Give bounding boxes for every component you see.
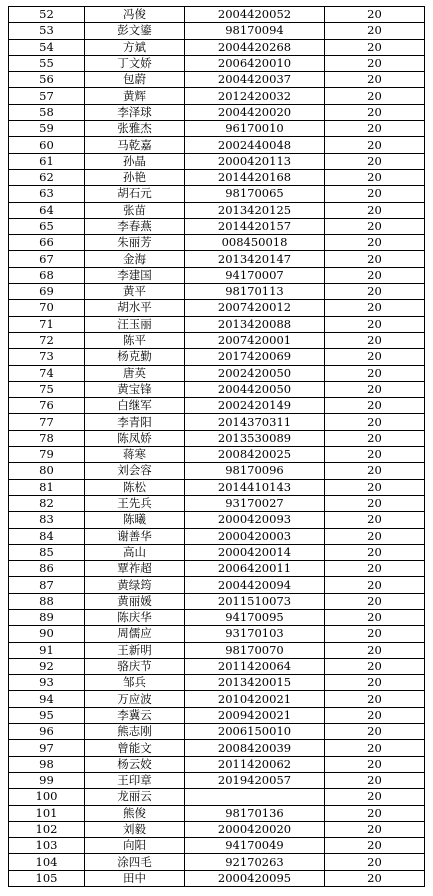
row-number-cell: 91 <box>9 642 85 658</box>
row-number-cell: 81 <box>9 479 85 495</box>
id-number-cell: 2007420001 <box>185 332 325 348</box>
row-number-cell: 70 <box>9 300 85 316</box>
name-cell: 刘毅 <box>85 821 185 837</box>
row-number-cell: 92 <box>9 658 85 674</box>
row-number-cell: 60 <box>9 137 85 153</box>
id-number-cell: 2008420039 <box>185 740 325 756</box>
name-cell: 龙丽云 <box>85 789 185 805</box>
id-number-cell: 2019420057 <box>185 772 325 788</box>
table-row <box>9 169 425 185</box>
id-number-cell: 94170095 <box>185 609 325 625</box>
id-number-cell: 2006420011 <box>185 561 325 577</box>
score-cell: 20 <box>325 658 425 674</box>
row-number-cell: 89 <box>9 609 85 625</box>
row-number-cell: 74 <box>9 365 85 381</box>
table-row <box>9 267 425 283</box>
roster-sheet <box>0 6 433 887</box>
name-cell: 涂四毛 <box>85 854 185 870</box>
id-number-cell: 008450018 <box>185 235 325 251</box>
name-cell: 白继军 <box>85 398 185 414</box>
score-cell: 20 <box>325 55 425 71</box>
name-cell: 黄绿筠 <box>85 577 185 593</box>
row-number-cell: 59 <box>9 121 85 137</box>
table-row <box>9 153 425 169</box>
id-number-cell: 2013420147 <box>185 251 325 267</box>
table-row <box>9 72 425 88</box>
table-row <box>9 398 425 414</box>
name-cell: 唐英 <box>85 365 185 381</box>
score-cell: 20 <box>325 365 425 381</box>
score-cell: 20 <box>325 88 425 104</box>
score-cell: 20 <box>325 447 425 463</box>
row-number-cell: 101 <box>9 805 85 821</box>
score-cell: 20 <box>325 414 425 430</box>
score-cell: 20 <box>325 495 425 511</box>
name-cell: 包蔚 <box>85 72 185 88</box>
name-cell: 陈凤娇 <box>85 430 185 446</box>
row-number-cell: 73 <box>9 349 85 365</box>
score-cell: 20 <box>325 854 425 870</box>
name-cell: 张苗 <box>85 202 185 218</box>
name-cell: 李春燕 <box>85 218 185 234</box>
row-number-cell: 66 <box>9 235 85 251</box>
row-number-cell: 103 <box>9 838 85 854</box>
score-cell: 20 <box>325 756 425 772</box>
score-cell: 20 <box>325 267 425 283</box>
name-cell: 孙晶 <box>85 153 185 169</box>
id-number-cell: 2002440048 <box>185 137 325 153</box>
name-cell: 金海 <box>85 251 185 267</box>
row-number-cell: 87 <box>9 577 85 593</box>
id-number-cell: 98170096 <box>185 463 325 479</box>
row-number-cell: 68 <box>9 267 85 283</box>
table-row <box>9 447 425 463</box>
table-row <box>9 414 425 430</box>
table-row <box>9 137 425 153</box>
id-number-cell: 92170263 <box>185 854 325 870</box>
id-number-cell: 2000420113 <box>185 153 325 169</box>
table-row <box>9 332 425 348</box>
id-number-cell: 98170065 <box>185 186 325 202</box>
id-number-cell: 2011420064 <box>185 658 325 674</box>
row-number-cell: 78 <box>9 430 85 446</box>
id-number-cell: 2004420020 <box>185 104 325 120</box>
score-cell: 20 <box>325 72 425 88</box>
id-number-cell: 2000420020 <box>185 821 325 837</box>
table-row <box>9 805 425 821</box>
name-cell: 覃祚超 <box>85 561 185 577</box>
id-number-cell: 2010420021 <box>185 691 325 707</box>
table-row <box>9 658 425 674</box>
id-number-cell: 2007420012 <box>185 300 325 316</box>
row-number-cell: 76 <box>9 398 85 414</box>
score-cell: 20 <box>325 381 425 397</box>
id-number-cell: 2013530089 <box>185 430 325 446</box>
row-number-cell: 95 <box>9 707 85 723</box>
name-cell: 丁文娇 <box>85 55 185 71</box>
table-row <box>9 544 425 560</box>
table-row <box>9 577 425 593</box>
name-cell: 王先兵 <box>85 495 185 511</box>
id-number-cell: 2004420052 <box>185 7 325 23</box>
score-cell: 20 <box>325 821 425 837</box>
name-cell: 朱丽芳 <box>85 235 185 251</box>
row-number-cell: 83 <box>9 512 85 528</box>
score-cell: 20 <box>325 626 425 642</box>
id-number-cell: 93170103 <box>185 626 325 642</box>
score-cell: 20 <box>325 789 425 805</box>
row-number-cell: 90 <box>9 626 85 642</box>
name-cell: 黄丽媛 <box>85 593 185 609</box>
row-number-cell: 58 <box>9 104 85 120</box>
score-cell: 20 <box>325 251 425 267</box>
table-row <box>9 724 425 740</box>
score-cell: 20 <box>325 724 425 740</box>
row-number-cell: 96 <box>9 724 85 740</box>
table-row <box>9 202 425 218</box>
name-cell: 张雅杰 <box>85 121 185 137</box>
id-number-cell: 2006150010 <box>185 724 325 740</box>
row-number-cell: 104 <box>9 854 85 870</box>
id-number-cell: 98170070 <box>185 642 325 658</box>
id-number-cell: 2004420094 <box>185 577 325 593</box>
id-number-cell: 96170010 <box>185 121 325 137</box>
name-cell: 方斌 <box>85 39 185 55</box>
id-number-cell: 2009420021 <box>185 707 325 723</box>
table-row <box>9 365 425 381</box>
row-number-cell: 52 <box>9 7 85 23</box>
score-cell: 20 <box>325 479 425 495</box>
score-cell: 20 <box>325 121 425 137</box>
id-number-cell: 2017420069 <box>185 349 325 365</box>
row-number-cell: 72 <box>9 332 85 348</box>
table-row <box>9 284 425 300</box>
id-number-cell: 93170027 <box>185 495 325 511</box>
score-cell: 20 <box>325 23 425 39</box>
score-cell: 20 <box>325 805 425 821</box>
table-row <box>9 691 425 707</box>
score-cell: 20 <box>325 332 425 348</box>
score-cell: 20 <box>325 463 425 479</box>
id-number-cell: 2002420149 <box>185 398 325 414</box>
name-cell: 杨云姣 <box>85 756 185 772</box>
name-cell: 谢善华 <box>85 528 185 544</box>
row-number-cell: 97 <box>9 740 85 756</box>
table-row <box>9 251 425 267</box>
name-cell: 汪玉丽 <box>85 316 185 332</box>
id-number-cell: 2013420088 <box>185 316 325 332</box>
table-row <box>9 121 425 137</box>
id-number-cell: 2004420037 <box>185 72 325 88</box>
name-cell: 王印章 <box>85 772 185 788</box>
score-cell: 20 <box>325 7 425 23</box>
score-cell: 20 <box>325 870 425 886</box>
row-number-cell: 105 <box>9 870 85 886</box>
row-number-cell: 98 <box>9 756 85 772</box>
row-number-cell: 54 <box>9 39 85 55</box>
score-cell: 20 <box>325 528 425 544</box>
name-cell: 杨克勤 <box>85 349 185 365</box>
row-number-cell: 79 <box>9 447 85 463</box>
score-cell: 20 <box>325 707 425 723</box>
name-cell: 李青阳 <box>85 414 185 430</box>
score-cell: 20 <box>325 186 425 202</box>
table-row <box>9 104 425 120</box>
table-row <box>9 626 425 642</box>
name-cell: 孙艳 <box>85 169 185 185</box>
score-cell: 20 <box>325 300 425 316</box>
score-cell: 20 <box>325 202 425 218</box>
table-row <box>9 235 425 251</box>
name-cell: 熊俊 <box>85 805 185 821</box>
name-cell: 向阳 <box>85 838 185 854</box>
id-number-cell: 98170113 <box>185 284 325 300</box>
name-cell: 邹兵 <box>85 675 185 691</box>
name-cell: 李泽球 <box>85 104 185 120</box>
name-cell: 曾能文 <box>85 740 185 756</box>
id-number-cell: 2014420157 <box>185 218 325 234</box>
row-number-cell: 53 <box>9 23 85 39</box>
name-cell: 李冀云 <box>85 707 185 723</box>
score-cell: 20 <box>325 772 425 788</box>
table-row <box>9 870 425 886</box>
id-number-cell: 2011510073 <box>185 593 325 609</box>
name-cell: 万应波 <box>85 691 185 707</box>
score-cell: 20 <box>325 561 425 577</box>
name-cell: 黄辉 <box>85 88 185 104</box>
row-number-cell: 55 <box>9 55 85 71</box>
table-row <box>9 512 425 528</box>
id-number-cell: 2000420095 <box>185 870 325 886</box>
id-number-cell: 2000420093 <box>185 512 325 528</box>
table-row <box>9 707 425 723</box>
score-cell: 20 <box>325 349 425 365</box>
table-row <box>9 528 425 544</box>
table-row <box>9 772 425 788</box>
score-cell: 20 <box>325 137 425 153</box>
row-number-cell: 102 <box>9 821 85 837</box>
row-number-cell: 67 <box>9 251 85 267</box>
row-number-cell: 61 <box>9 153 85 169</box>
name-cell: 熊志刚 <box>85 724 185 740</box>
table-row <box>9 88 425 104</box>
id-number-cell: 98170094 <box>185 23 325 39</box>
table-row <box>9 463 425 479</box>
score-cell: 20 <box>325 430 425 446</box>
table-row <box>9 23 425 39</box>
score-cell: 20 <box>325 398 425 414</box>
row-number-cell: 77 <box>9 414 85 430</box>
name-cell: 高山 <box>85 544 185 560</box>
name-cell: 王新明 <box>85 642 185 658</box>
row-number-cell: 56 <box>9 72 85 88</box>
row-number-cell: 82 <box>9 495 85 511</box>
table-row <box>9 789 425 805</box>
id-number-cell: 94170007 <box>185 267 325 283</box>
id-number-cell: 2008420025 <box>185 447 325 463</box>
row-number-cell: 88 <box>9 593 85 609</box>
table-row <box>9 479 425 495</box>
id-number-cell: 2000420003 <box>185 528 325 544</box>
id-number-cell: 2004420268 <box>185 39 325 55</box>
name-cell: 黄平 <box>85 284 185 300</box>
id-number-cell: 2013420125 <box>185 202 325 218</box>
row-number-cell: 69 <box>9 284 85 300</box>
id-number-cell <box>185 789 325 805</box>
score-cell: 20 <box>325 642 425 658</box>
name-cell: 冯俊 <box>85 7 185 23</box>
row-number-cell: 84 <box>9 528 85 544</box>
table-row <box>9 821 425 837</box>
score-cell: 20 <box>325 544 425 560</box>
row-number-cell: 80 <box>9 463 85 479</box>
name-cell: 李建国 <box>85 267 185 283</box>
name-cell: 彭文鎏 <box>85 23 185 39</box>
table-row <box>9 756 425 772</box>
table-row <box>9 675 425 691</box>
id-number-cell: 2002420050 <box>185 365 325 381</box>
score-cell: 20 <box>325 153 425 169</box>
name-cell: 黄宝锋 <box>85 381 185 397</box>
row-number-cell: 63 <box>9 186 85 202</box>
name-cell: 陈松 <box>85 479 185 495</box>
name-cell: 田中 <box>85 870 185 886</box>
row-number-cell: 71 <box>9 316 85 332</box>
score-cell: 20 <box>325 218 425 234</box>
score-cell: 20 <box>325 316 425 332</box>
row-number-cell: 57 <box>9 88 85 104</box>
score-cell: 20 <box>325 235 425 251</box>
row-number-cell: 86 <box>9 561 85 577</box>
score-cell: 20 <box>325 691 425 707</box>
name-cell: 蒋寒 <box>85 447 185 463</box>
row-number-cell: 64 <box>9 202 85 218</box>
table-row <box>9 495 425 511</box>
roster-table <box>8 6 425 887</box>
score-cell: 20 <box>325 104 425 120</box>
row-number-cell: 93 <box>9 675 85 691</box>
table-row <box>9 316 425 332</box>
name-cell: 陈曦 <box>85 512 185 528</box>
id-number-cell: 2014410143 <box>185 479 325 495</box>
row-number-cell: 85 <box>9 544 85 560</box>
id-number-cell: 2013420015 <box>185 675 325 691</box>
id-number-cell: 94170049 <box>185 838 325 854</box>
table-row <box>9 642 425 658</box>
table-row <box>9 854 425 870</box>
score-cell: 20 <box>325 39 425 55</box>
row-number-cell: 65 <box>9 218 85 234</box>
table-row <box>9 740 425 756</box>
id-number-cell: 2006420010 <box>185 55 325 71</box>
id-number-cell: 98170136 <box>185 805 325 821</box>
name-cell: 胡石元 <box>85 186 185 202</box>
name-cell: 周儒应 <box>85 626 185 642</box>
roster-table-body <box>9 7 425 887</box>
score-cell: 20 <box>325 169 425 185</box>
id-number-cell: 2000420014 <box>185 544 325 560</box>
score-cell: 20 <box>325 838 425 854</box>
table-row <box>9 609 425 625</box>
name-cell: 陈平 <box>85 332 185 348</box>
table-row <box>9 39 425 55</box>
score-cell: 20 <box>325 675 425 691</box>
score-cell: 20 <box>325 609 425 625</box>
score-cell: 20 <box>325 593 425 609</box>
table-row <box>9 7 425 23</box>
table-row <box>9 430 425 446</box>
row-number-cell: 99 <box>9 772 85 788</box>
table-row <box>9 55 425 71</box>
table-row <box>9 218 425 234</box>
row-number-cell: 94 <box>9 691 85 707</box>
id-number-cell: 2011420062 <box>185 756 325 772</box>
id-number-cell: 2012420032 <box>185 88 325 104</box>
table-row <box>9 381 425 397</box>
name-cell: 胡水平 <box>85 300 185 316</box>
row-number-cell: 100 <box>9 789 85 805</box>
table-row <box>9 186 425 202</box>
name-cell: 刘会容 <box>85 463 185 479</box>
row-number-cell: 75 <box>9 381 85 397</box>
name-cell: 骆庆节 <box>85 658 185 674</box>
name-cell: 马乾嘉 <box>85 137 185 153</box>
name-cell: 陈庆华 <box>85 609 185 625</box>
id-number-cell: 2014370311 <box>185 414 325 430</box>
score-cell: 20 <box>325 577 425 593</box>
table-row <box>9 593 425 609</box>
table-row <box>9 300 425 316</box>
row-number-cell: 62 <box>9 169 85 185</box>
score-cell: 20 <box>325 740 425 756</box>
id-number-cell: 2014420168 <box>185 169 325 185</box>
score-cell: 20 <box>325 284 425 300</box>
table-row <box>9 838 425 854</box>
table-row <box>9 349 425 365</box>
id-number-cell: 2004420050 <box>185 381 325 397</box>
score-cell: 20 <box>325 512 425 528</box>
table-row <box>9 561 425 577</box>
